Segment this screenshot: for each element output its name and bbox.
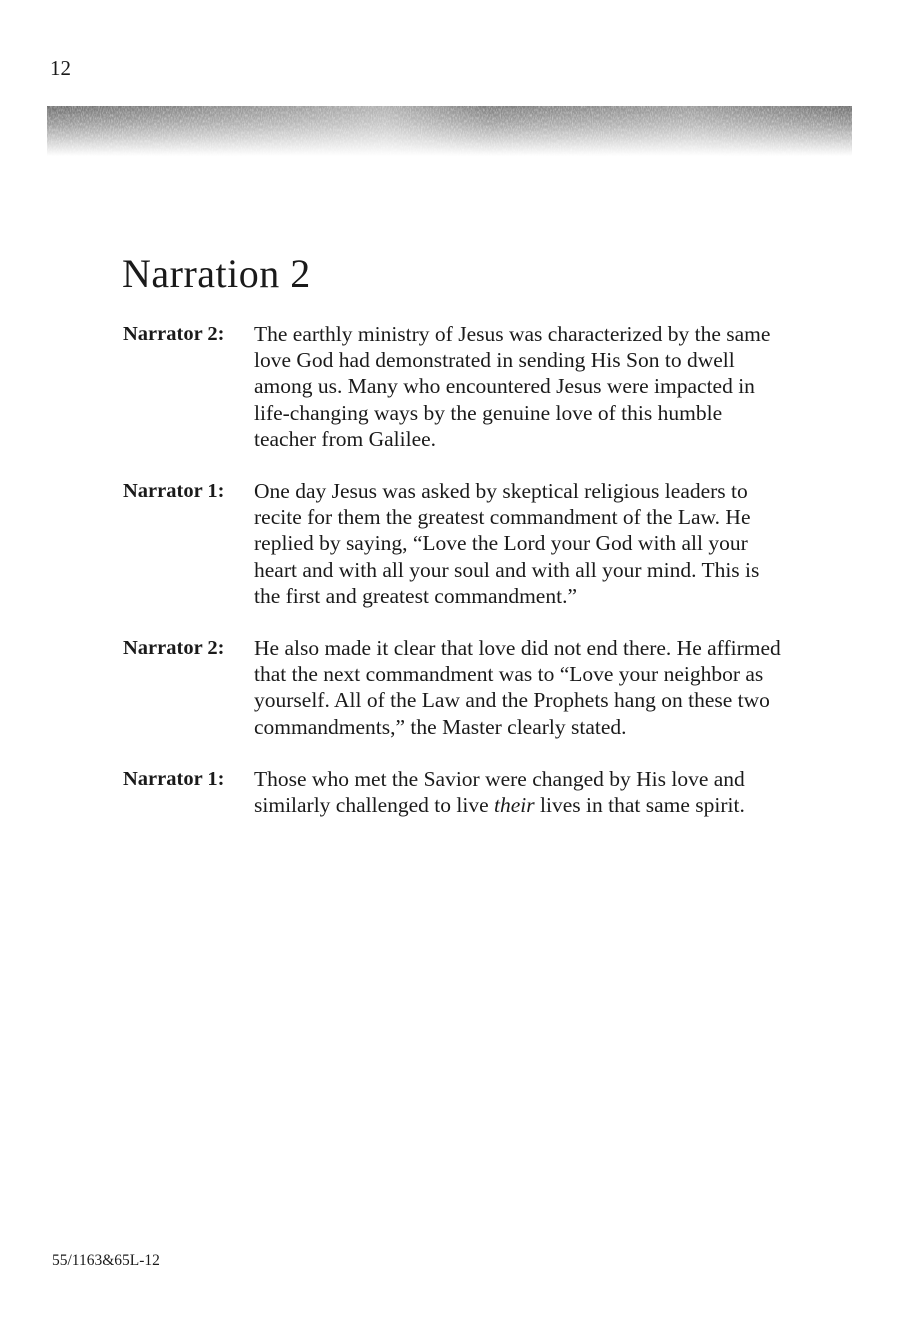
script-entry <box>123 766 803 818</box>
line-text: lives in that same spirit. <box>534 793 745 818</box>
page-number: 12 <box>50 56 71 80</box>
speaker-label: Narrator 2: <box>123 323 225 345</box>
script-body <box>123 321 803 844</box>
speaker-label: Narrator 1: <box>123 480 225 503</box>
header-banner <box>47 106 852 156</box>
footer-code: 55/1163&65L-12 <box>52 1252 160 1269</box>
script-entry <box>123 478 803 609</box>
page-title: Narration 2 <box>122 251 311 296</box>
speaker-line: He also made it clear that love did not end there. He affirmed that the next commandment was to “Love your neighbor as yourself. All of the Law and the Prophets hang on these two commandments,” the Master clearly stated. <box>254 636 781 739</box>
line-text: Those who met the Savior were changed by His love and similarly challenged to live <box>254 766 745 818</box>
script-entry <box>123 635 803 740</box>
script-entry <box>123 321 803 452</box>
speaker-label: Narrator 1: <box>123 767 225 790</box>
speaker-line <box>254 766 784 818</box>
speaker-line: The earthly ministry of Jesus was characterized by the same love God had demonstrated in sending His Son to dwell among us. Many who encountered Jesus were impacted in life-changing ways by the genuine love of this humble teacher from Galilee. <box>254 322 771 451</box>
emphasis-text: their <box>494 793 535 818</box>
banner-graphic <box>47 106 852 156</box>
speaker-line: One day Jesus was asked by skeptical religious leaders to recite for them the greatest commandment of the Law. He replied by saying, “Love the Lord your God with all your heart and with all your soul and with all your mind. This is the first and greatest commandment.” <box>254 479 760 608</box>
speaker-label: Narrator 2: <box>123 637 225 660</box>
